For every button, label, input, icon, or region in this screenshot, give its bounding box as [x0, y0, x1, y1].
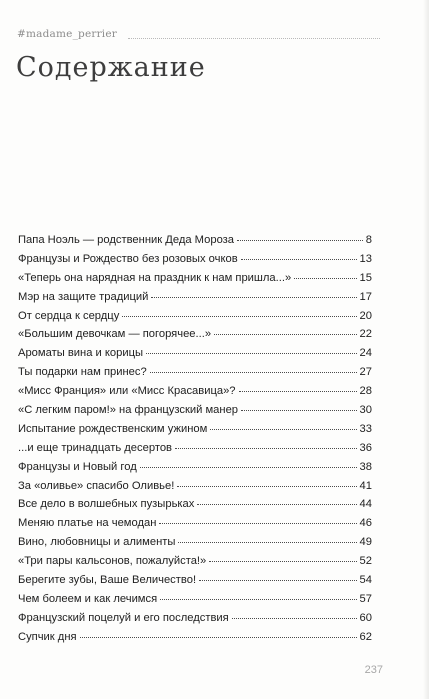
toc-entry-title: Французы и Рождество без розовых очков	[18, 252, 238, 265]
toc-leader-dots	[140, 467, 357, 468]
toc-entry[interactable]	[18, 347, 372, 366]
header-rule	[128, 38, 380, 39]
toc-entry[interactable]	[18, 461, 372, 480]
page-edge-shadow	[423, 0, 429, 699]
toc-entry-page: 46	[359, 517, 372, 530]
toc-entry-page: 22	[359, 328, 372, 341]
toc-entry-page: 13	[359, 252, 372, 265]
toc-entry[interactable]	[18, 310, 372, 329]
toc-leader-dots	[199, 580, 356, 581]
toc-leader-dots	[178, 542, 356, 543]
page-number: 237	[364, 664, 383, 676]
toc-entry-page: 60	[359, 611, 372, 624]
toc-entry-page: 57	[359, 592, 372, 605]
toc-leader-dots	[175, 448, 357, 449]
toc-leader-dots	[146, 353, 356, 354]
toc-entry[interactable]	[18, 631, 372, 650]
toc-entry[interactable]	[18, 593, 372, 612]
toc-entry-title: От сердца к сердцу	[18, 309, 120, 322]
toc-entry-page: 8	[365, 234, 372, 246]
toc-entry-page: 17	[359, 290, 372, 303]
toc-leader-dots	[150, 372, 357, 373]
toc-entry-title: Меняю платье на чемодан	[18, 517, 157, 530]
toc-entry-title: За «оливье» спасибо Оливье!	[18, 479, 175, 492]
toc-entry[interactable]	[18, 385, 372, 404]
section-hashtag: #madame_perrier	[17, 28, 117, 40]
toc-entry-title: Мэр на защите традиций	[18, 290, 149, 303]
toc-entry-page: 52	[359, 555, 372, 568]
toc-entry[interactable]	[18, 423, 372, 442]
toc-entry-title: Все дело в волшебных пузырьках	[18, 498, 195, 511]
toc-entry-title: «С легким паром!» на французский манер	[18, 404, 239, 417]
toc-entry-page: 62	[359, 630, 372, 643]
toc-entry-title: Вино, любовницы и алименты	[18, 536, 176, 549]
toc-leader-dots	[237, 240, 363, 241]
toc-entry[interactable]	[18, 291, 372, 310]
toc-entry[interactable]	[18, 555, 372, 574]
toc-entry[interactable]	[18, 536, 372, 555]
toc-entry-page: 28	[359, 385, 372, 398]
toc-entry[interactable]	[18, 498, 372, 517]
toc-entry[interactable]	[18, 480, 372, 499]
toc-leader-dots	[122, 316, 356, 317]
toc-leader-dots	[239, 391, 357, 392]
toc-leader-dots	[197, 504, 356, 505]
toc-entry-title: «Три пары кальсонов, пожалуйста!»	[18, 555, 207, 568]
toc-entry[interactable]	[18, 328, 372, 347]
toc-leader-dots	[160, 599, 356, 600]
toc-entry-page: 30	[359, 404, 372, 417]
toc-entry-page: 27	[359, 366, 372, 379]
table-of-contents	[18, 234, 372, 650]
toc-entry[interactable]	[18, 234, 372, 253]
toc-entry-title: Французский поцелуй и его последствия	[18, 611, 229, 624]
toc-leader-dots	[159, 523, 356, 524]
toc-leader-dots	[241, 259, 357, 260]
toc-leader-dots	[210, 429, 356, 430]
toc-entry-page: 33	[359, 422, 372, 435]
toc-entry-title: Французы и Новый год	[18, 460, 137, 473]
toc-entry-page: 44	[359, 498, 372, 511]
toc-entry[interactable]	[18, 612, 372, 631]
toc-entry-title: Испытание рождественским ужином	[18, 422, 208, 435]
toc-entry[interactable]	[18, 442, 372, 461]
toc-entry-title: Ты подарки нам принес?	[18, 366, 147, 379]
toc-entry-title: «Теперь она нарядная на праздник к нам пришла...»	[18, 271, 292, 284]
toc-entry-page: 41	[359, 479, 372, 492]
toc-leader-dots	[151, 297, 356, 298]
toc-leader-dots	[294, 278, 356, 279]
toc-leader-dots	[209, 561, 356, 562]
toc-leader-dots	[232, 618, 357, 619]
toc-entry[interactable]	[18, 272, 372, 291]
toc-entry[interactable]	[18, 253, 372, 272]
toc-entry-page: 54	[359, 574, 372, 587]
toc-entry-page: 20	[359, 309, 372, 322]
toc-entry[interactable]	[18, 404, 372, 423]
toc-entry-title: Супчик дня	[18, 630, 77, 643]
toc-entry-title: Папа Ноэль — родственник Деда Мороза	[18, 234, 235, 246]
toc-leader-dots	[177, 486, 356, 487]
toc-entry-page: 49	[359, 536, 372, 549]
toc-entry-title: ...и еще тринадцать десертов	[18, 441, 172, 454]
toc-entry-page: 15	[359, 271, 372, 284]
toc-leader-dots	[214, 334, 356, 335]
toc-entry[interactable]	[18, 517, 372, 536]
toc-entry-page: 24	[359, 347, 372, 360]
toc-entry[interactable]	[18, 366, 372, 385]
page-title: Содержание	[16, 52, 206, 83]
toc-entry-page: 36	[359, 441, 372, 454]
toc-entry[interactable]	[18, 574, 372, 593]
toc-entry-title: Чем болеем и как лечимся	[18, 592, 158, 605]
toc-leader-dots	[241, 410, 357, 411]
toc-entry-title: «Большим девочкам — погорячее...»	[18, 328, 212, 341]
toc-entry-title: Берегите зубы, Ваше Величество!	[18, 574, 197, 587]
toc-leader-dots	[80, 637, 357, 638]
toc-entry-title: «Мисс Франция» или «Мисс Красавица»?	[18, 385, 236, 398]
toc-entry-page: 38	[359, 460, 372, 473]
toc-entry-title: Ароматы вина и корицы	[18, 347, 144, 360]
